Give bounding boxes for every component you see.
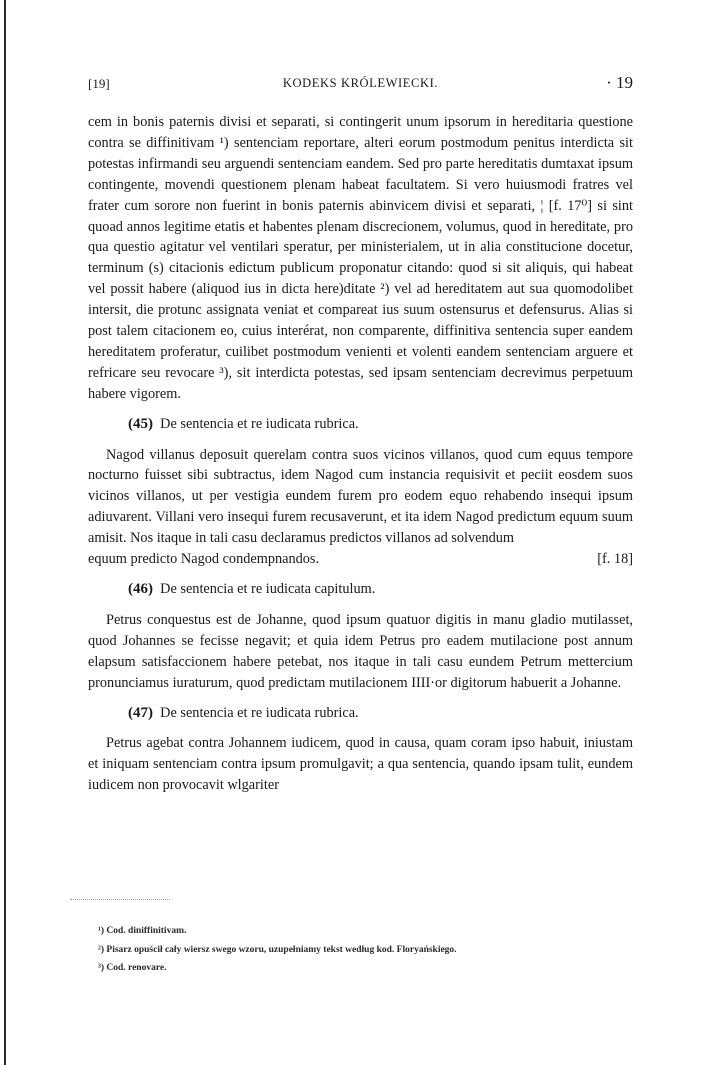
section-45-text: Nagod villanus deposuit querelam contra suos vicinos villanos, quod cum equus tempore nocturno fuisset sibi subtractus, idem Nagod cum instancia requisivit et peciit eosdem suos vicinos villanos, ut per vestigia eundem furem pro eodem equo rehabendo insequi ipsum adiuvarent. Villani vero insequi furem recusaverunt, et ita idem Nagod predictum equum suum amisit. Nos itaque in tali casu declaramus predictos villanos ad solvendum: [88, 446, 633, 547]
page-edge-mark: [4, 0, 6, 1065]
section-45-last-text: equum predicto Nagod condempnandos.: [88, 551, 320, 568]
section-47-rubric: De sentencia et re iudicata rubrica.: [160, 704, 359, 721]
section-46-number: (46): [128, 581, 153, 598]
section-45-number: (45): [128, 415, 153, 432]
running-header: [88, 74, 633, 94]
header-title: KODEKS KRÓLEWIECKI.: [282, 76, 439, 90]
section-45-rubric: De sentencia et re iudicata rubrica.: [160, 415, 359, 432]
header-page-number: · 19: [606, 73, 633, 92]
section-46-text: Petrus conquestus est de Johanne, quod ipsum quatuor digitis in manu gladio mutilasset, quod Johannes se fecisse negavit; et quia idem Petrus pro eadem mutilacione post annum elapsum satisfaccionem habere petebat, nos itaque in tali casu eundem Petrum mettercium pronunciamus iuraturum, quod predictam mutilacionem IIII·or digitorum habuerit a Johanne.: [88, 611, 633, 691]
section-47-heading: [88, 703, 633, 724]
folio-marker: [f. 18]: [597, 551, 633, 568]
section-45-last-line: [88, 549, 633, 570]
section-45-heading: [88, 414, 633, 435]
section-46-heading: [88, 579, 633, 600]
main-text: [88, 112, 633, 796]
footnote-2: ²) Pisarz opuścił cały wiersz swego wzoru, uzupełniamy tekst według kod. Floryańskiego.: [98, 944, 457, 955]
footnote-separator: [70, 899, 170, 901]
section-47-text: Petrus agebat contra Johannem iudicem, quod in causa, quam coram ipso habuit, iniustam et iniquam sentenciam contra ipsum promulgavit; a qua sentencia, quando ipsam tulit, eundem iudicem non provocavit wlgariter: [88, 735, 633, 794]
section-46-rubric: De sentencia et re iudicata capitulum.: [160, 581, 376, 598]
footnotes: [98, 922, 618, 978]
intro-paragraph: cem in bonis paternis divisi et separati, si contingerit unum ipsorum in hereditaria questione contra se diffinitivam ¹) sentenciam reportare, alteri eorum postmodum penitus interdicta sit potestas infirmandi seu arguendi sentenciam eandem. Sed pro parte hereditatis dumtaxat ipsum contingente, movendi questionem plenam habeat facultatem. Si vero huiusmodi fratres vel frater cum sorore non fuerint in bonis paternis abinvicem divisi et separati, ¦ [f. 17⁰] si sint quoad annos legitime etatis et habentes plenam discrecionem, volumus, quod in hereditate, pro qua questio agitatur vel ventilari speratur, per ministerialem, ut in alia constitucione docetur, terminum (s) citacionis edictum publicum proponatur citando: quod si sit aliquis, qui habeat vel possit habere (aliquod ius in dicta here)ditate ²) vel ad hereditatem aut sua quomodolibet intersit, die protunc assignata veniat et compareat ius suum ostensurus et defensurus. Alias si post talem citacionem eo, cuius interérat, non comparente, diffinitiva sentencia super eandem hereditatem proferatur, cuilibet postmodum venienti et volenti eandem sentenciam arguere et refricare seu revocare ³), sit interdicta potestas, sed ipsam sentenciam decrevimus perpetuum habere vigorem.: [88, 114, 633, 402]
footnote-1: ¹) Cod. diniffinitivam.: [98, 926, 187, 936]
section-47-number: (47): [128, 704, 153, 721]
footnote-3: ³) Cod. renovare.: [98, 963, 167, 973]
header-page-ref: [19]: [88, 76, 110, 91]
